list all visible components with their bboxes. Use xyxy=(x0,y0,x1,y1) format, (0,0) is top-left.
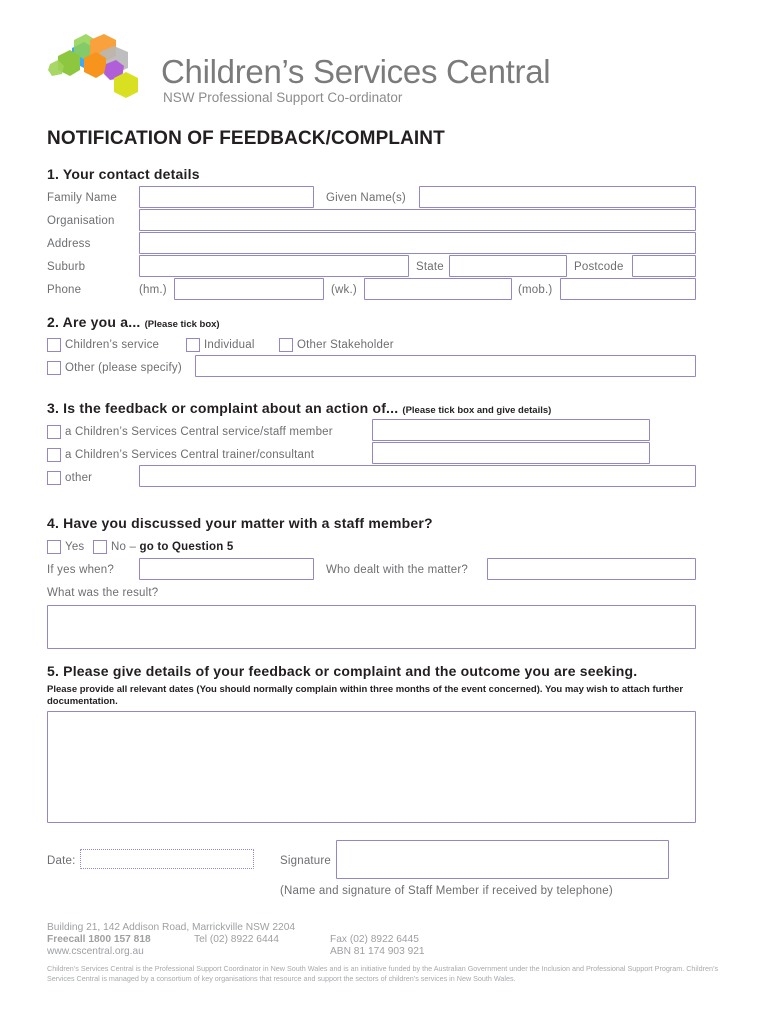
childrens-service-checkbox[interactable] xyxy=(47,338,61,352)
given-names-label: Given Name(s) xyxy=(326,192,406,204)
phone-work-label: (wk.) xyxy=(331,284,357,296)
who-dealt-field[interactable] xyxy=(487,558,696,580)
if-yes-when-field[interactable] xyxy=(139,558,314,580)
signature-label: Signature xyxy=(280,855,332,867)
other-specify-field[interactable] xyxy=(195,355,696,377)
date-field[interactable] xyxy=(80,849,254,869)
address-label: Address xyxy=(47,238,91,250)
suburb-label: Suburb xyxy=(47,261,86,273)
family-name-field[interactable] xyxy=(139,186,314,208)
footer-fine-print: Children’s Services Central is the Professional Support Coordinator in New South Wales and is an initiative funded by the Australian Government under the Inclusion and Professional Support Program. Children’s Services Central is managed by a consortium of key organisations that resource and support the sectors of children’s services in New South Wales. xyxy=(47,964,719,983)
organisation-name: Children’s Services Central xyxy=(161,53,551,90)
signature-field[interactable] xyxy=(336,840,669,879)
footer-abn: ABN 81 174 903 921 xyxy=(330,946,425,957)
state-field[interactable] xyxy=(449,255,567,277)
other-specify-label: Other (please specify) xyxy=(65,362,182,374)
individual-checkbox[interactable] xyxy=(186,338,200,352)
footer-freecall: Freecall 1800 157 818 xyxy=(47,934,151,945)
other-action-checkbox[interactable] xyxy=(47,471,61,485)
state-label: State xyxy=(416,261,444,273)
staff-member-label: a Children’s Services Central service/staff member xyxy=(65,426,333,438)
trainer-consultant-details-field[interactable] xyxy=(372,442,650,464)
phone-label: Phone xyxy=(47,284,82,296)
if-yes-when-label: If yes when? xyxy=(47,564,114,576)
result-field[interactable] xyxy=(47,605,696,649)
discussed-yes-label: Yes xyxy=(65,541,85,553)
section-1-heading: 1. Your contact details xyxy=(47,166,200,182)
section-3-heading: 3. Is the feedback or complaint about an action of... (Please tick box and give details) xyxy=(47,400,552,416)
form-title: NOTIFICATION OF FEEDBACK/COMPLAINT xyxy=(47,128,445,149)
postcode-label: Postcode xyxy=(574,261,624,273)
result-label: What was the result? xyxy=(47,587,159,599)
section-4-heading: 4. Have you discussed your matter with a staff member? xyxy=(47,515,433,531)
signature-note: (Name and signature of Staff Member if received by telephone) xyxy=(280,885,613,897)
other-specify-checkbox[interactable] xyxy=(47,361,61,375)
discussed-no-checkbox[interactable] xyxy=(93,540,107,554)
organisation-field[interactable] xyxy=(139,209,696,231)
footer-website-link[interactable]: www.cscentral.org.au xyxy=(47,946,144,957)
phone-mobile-field[interactable] xyxy=(560,278,696,300)
suburb-field[interactable] xyxy=(139,255,409,277)
footer-address: Building 21, 142 Addison Road, Marrickville NSW 2204 xyxy=(47,922,296,933)
staff-member-details-field[interactable] xyxy=(372,419,650,441)
discussed-yes-checkbox[interactable] xyxy=(47,540,61,554)
other-stakeholder-checkbox[interactable] xyxy=(279,338,293,352)
section-5-heading: 5. Please give details of your feedback or complaint and the outcome you are seeking. xyxy=(47,663,638,679)
given-names-field[interactable] xyxy=(419,186,696,208)
feedback-details-field[interactable] xyxy=(47,711,696,823)
postcode-field[interactable] xyxy=(632,255,696,277)
family-name-label: Family Name xyxy=(47,192,117,204)
phone-mobile-label: (mob.) xyxy=(518,284,553,296)
phone-home-label: (hm.) xyxy=(139,284,167,296)
other-stakeholder-label: Other Stakeholder xyxy=(297,339,394,351)
address-field[interactable] xyxy=(139,232,696,254)
organisation-logo-icon xyxy=(44,34,162,106)
section-5-note: Please provide all relevant dates (You should normally complain within three months of the event concerned). You may wish to attach further documentation. xyxy=(47,684,684,707)
phone-home-field[interactable] xyxy=(174,278,324,300)
staff-member-checkbox[interactable] xyxy=(47,425,61,439)
other-action-details-field[interactable] xyxy=(139,465,696,487)
date-label: Date: xyxy=(47,855,76,867)
trainer-consultant-checkbox[interactable] xyxy=(47,448,61,462)
footer-fax: Fax (02) 8922 6445 xyxy=(330,934,419,945)
phone-work-field[interactable] xyxy=(364,278,512,300)
who-dealt-label: Who dealt with the matter? xyxy=(326,564,468,576)
individual-label: Individual xyxy=(204,339,255,351)
discussed-no-label: No – go to Question 5 xyxy=(111,541,234,553)
footer-telephone: Tel (02) 8922 6444 xyxy=(194,934,279,945)
organisation-label: Organisation xyxy=(47,215,115,227)
organisation-subtitle: NSW Professional Support Co-ordinator xyxy=(163,90,403,105)
childrens-service-label: Children’s service xyxy=(65,339,160,351)
section-2-heading: 2. Are you a... (Please tick box) xyxy=(47,314,220,330)
other-action-label: other xyxy=(65,472,93,484)
trainer-consultant-label: a Children’s Services Central trainer/consultant xyxy=(65,449,315,461)
